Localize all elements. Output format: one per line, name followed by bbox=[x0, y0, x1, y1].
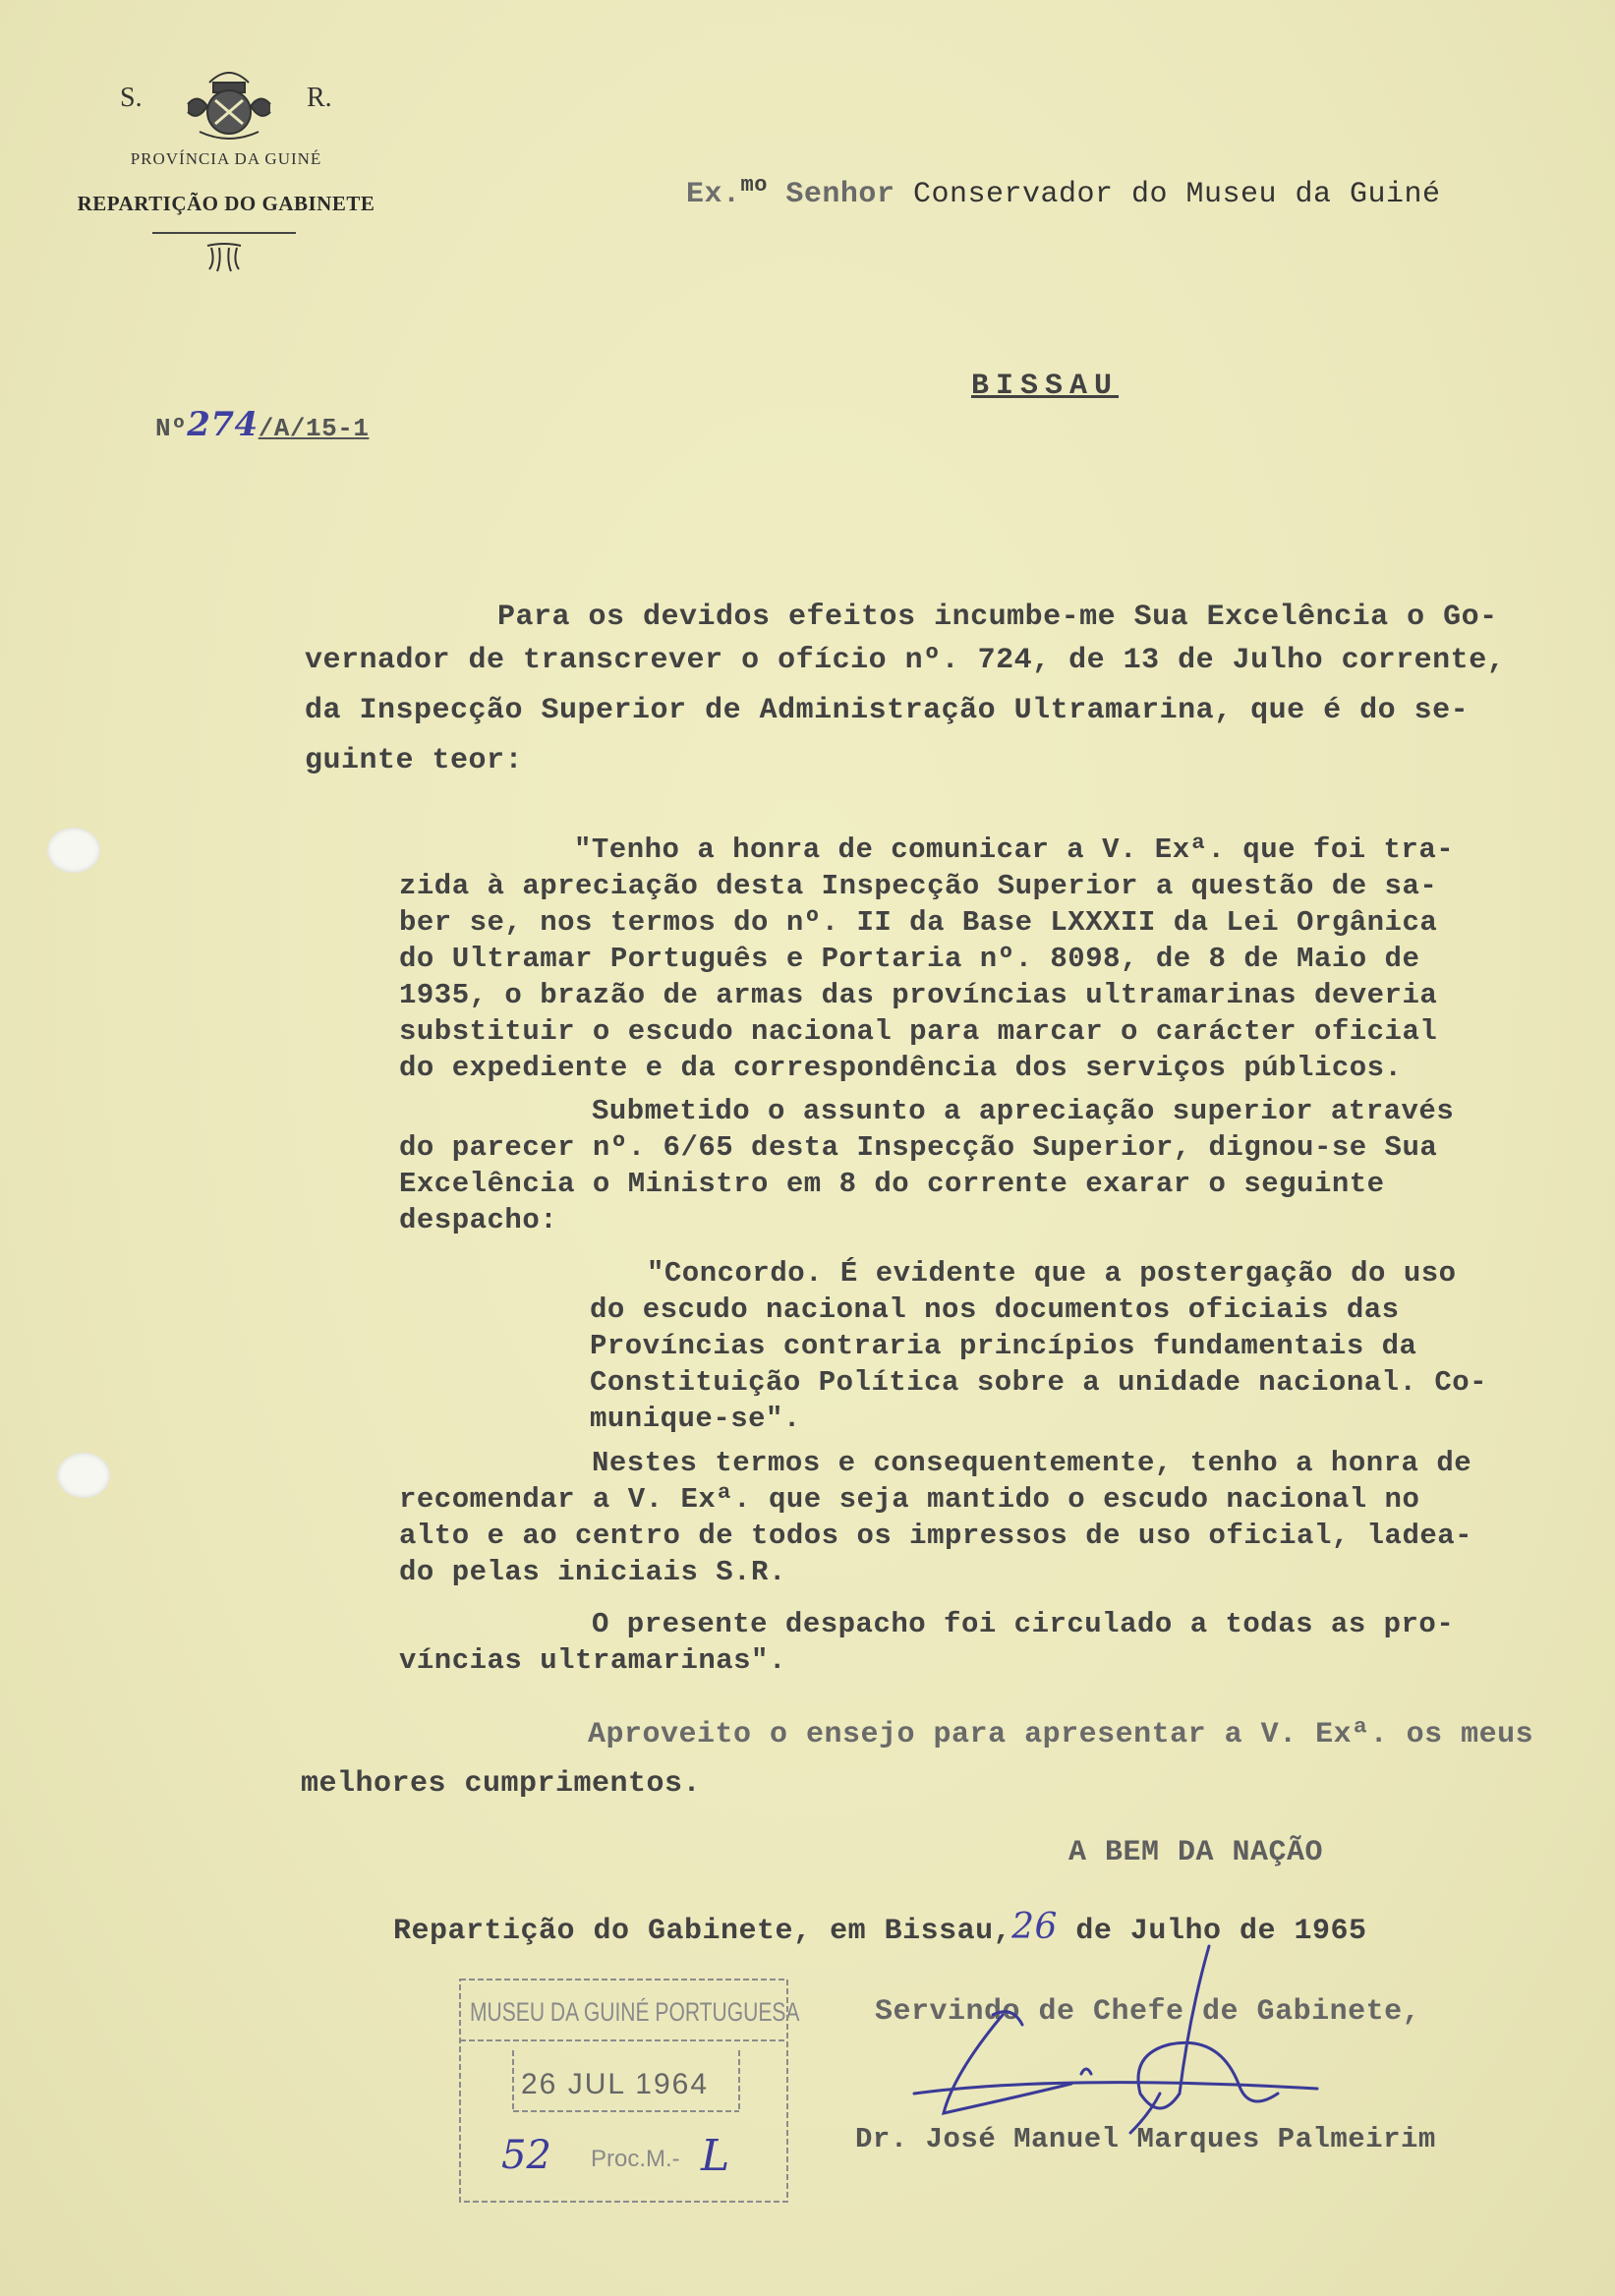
text-line: Províncias contraria princípios fundamentais da bbox=[590, 1330, 1417, 1362]
reference-handwritten: 274 bbox=[187, 405, 259, 444]
header-department: REPARTIÇÃO DO GABINETE bbox=[77, 192, 375, 215]
text-line: recomendar a V. Exª. que seja mantido o escudo nacional no bbox=[399, 1483, 1420, 1516]
stamp-date: 26 JUL 1964 bbox=[521, 2068, 710, 2100]
signer-name: Dr. José Manuel Marques Palmeirim bbox=[855, 2123, 1436, 2155]
addressee-senhor: Senhor bbox=[767, 178, 913, 211]
text-line: substituir o escudo nacional para marcar o carácter oficial bbox=[399, 1015, 1438, 1048]
addressee-prefix-sup: mo bbox=[740, 173, 768, 198]
text-line: Nestes termos e consequentemente, tenho a honra de bbox=[592, 1447, 1472, 1479]
text-line: zida à apreciação desta Inspecção Superior a questão de sa- bbox=[399, 870, 1438, 902]
quote-paragraph-2 bbox=[399, 1093, 1454, 1238]
minister-quote bbox=[590, 1255, 1487, 1437]
text-line: do expediente e da correspondência dos serviços públicos. bbox=[399, 1052, 1403, 1084]
addressee-line bbox=[686, 173, 1441, 211]
text-line: Aproveito o ensejo para apresentar a V. Exª. os meus bbox=[588, 1718, 1534, 1751]
stamp-proc-label: Proc.M.- bbox=[591, 2146, 680, 2172]
header-province: PROVÍNCIA DA GUINÉ bbox=[130, 149, 322, 168]
header-divider bbox=[152, 232, 296, 234]
text-line: víncias ultramarinas". bbox=[399, 1644, 786, 1677]
punch-hole bbox=[57, 1453, 110, 1498]
dateline-month-year: de Julho de 1965 bbox=[1057, 1915, 1367, 1948]
text-line: Para os devidos efeitos incumbe-me Sua Excelência o Go- bbox=[497, 601, 1498, 634]
ornament-icon bbox=[202, 240, 247, 275]
signature bbox=[885, 1926, 1337, 2143]
header-s-initial: S. bbox=[120, 83, 143, 113]
stamp-proc-value: L bbox=[701, 2131, 730, 2181]
coat-of-arms-icon bbox=[180, 63, 278, 145]
text-line: do pelas iniciais S.R. bbox=[399, 1556, 786, 1588]
reference-label: Nº bbox=[155, 414, 188, 443]
addressee-name: Conservador do Museu da Guiné bbox=[912, 178, 1441, 211]
text-line: da Inspecção Superior de Administração Ultramarina, que é do se- bbox=[305, 694, 1470, 727]
signer-title: Servindo de Chefe de Gabinete, bbox=[875, 1995, 1421, 2029]
text-line: alto e ao centro de todos os impressos de uso oficial, ladea- bbox=[399, 1520, 1473, 1552]
text-line: vernador de transcrever o ofício nº. 724, de 13 de Julho corrente, bbox=[305, 644, 1506, 677]
text-line: melhores cumprimentos. bbox=[301, 1767, 702, 1801]
quote-paragraph-4 bbox=[399, 1445, 1472, 1590]
text-line: Excelência o Ministro em 8 do corrente exarar o seguinte bbox=[399, 1168, 1385, 1200]
text-line: O presente despacho foi circulado a todas as pro- bbox=[592, 1608, 1455, 1640]
text-line: "Tenho a honra de comunicar a V. Exª. que foi tra- bbox=[574, 833, 1455, 866]
header-r-initial: R. bbox=[307, 83, 332, 113]
motto: A BEM DA NAÇÃO bbox=[1068, 1836, 1324, 1869]
text-line: Submetido o assunto a apreciação superior através bbox=[592, 1095, 1455, 1127]
stamp-number: 52 bbox=[501, 2133, 551, 2178]
dateline-day: 26 bbox=[1011, 1907, 1058, 1947]
addressee-prefix: Ex. bbox=[686, 178, 741, 211]
text-line: despacho: bbox=[399, 1204, 558, 1236]
dateline-place: Repartição do Gabinete, em Bissau, bbox=[393, 1915, 1012, 1948]
text-line: do Ultramar Português e Portaria nº. 8098, de 8 de Maio de bbox=[399, 943, 1420, 975]
reference-number bbox=[155, 405, 369, 444]
text-line: ber se, nos termos do nº. II da Base LXXXII da Lei Orgânica bbox=[399, 906, 1438, 939]
punch-hole bbox=[47, 828, 100, 873]
text-line: do escudo nacional nos documentos oficiais das bbox=[590, 1293, 1400, 1326]
text-line: "Concordo. É evidente que a postergação do uso bbox=[647, 1257, 1457, 1290]
text-line: 1935, o brazão de armas das províncias ultramarinas deveria bbox=[399, 979, 1438, 1011]
text-line: munique-se". bbox=[590, 1403, 801, 1435]
text-line: guinte teor: bbox=[305, 744, 524, 777]
quote-paragraph-1 bbox=[399, 832, 1454, 1086]
reference-tail: /A/15-1 bbox=[258, 414, 370, 443]
closing-paragraph bbox=[301, 1710, 1533, 1808]
text-line: do parecer nº. 6/65 desta Inspecção Superior, dignou-se Sua bbox=[399, 1131, 1438, 1164]
text-line: Constituição Política sobre a unidade nacional. Co- bbox=[590, 1366, 1488, 1399]
intro-paragraph bbox=[305, 600, 1505, 786]
quote-paragraph-5 bbox=[399, 1606, 1454, 1679]
stamp-institution: MUSEU DA GUINÉ PORTUGUESA bbox=[470, 1997, 800, 2027]
city-heading: BISSAU bbox=[971, 370, 1120, 403]
